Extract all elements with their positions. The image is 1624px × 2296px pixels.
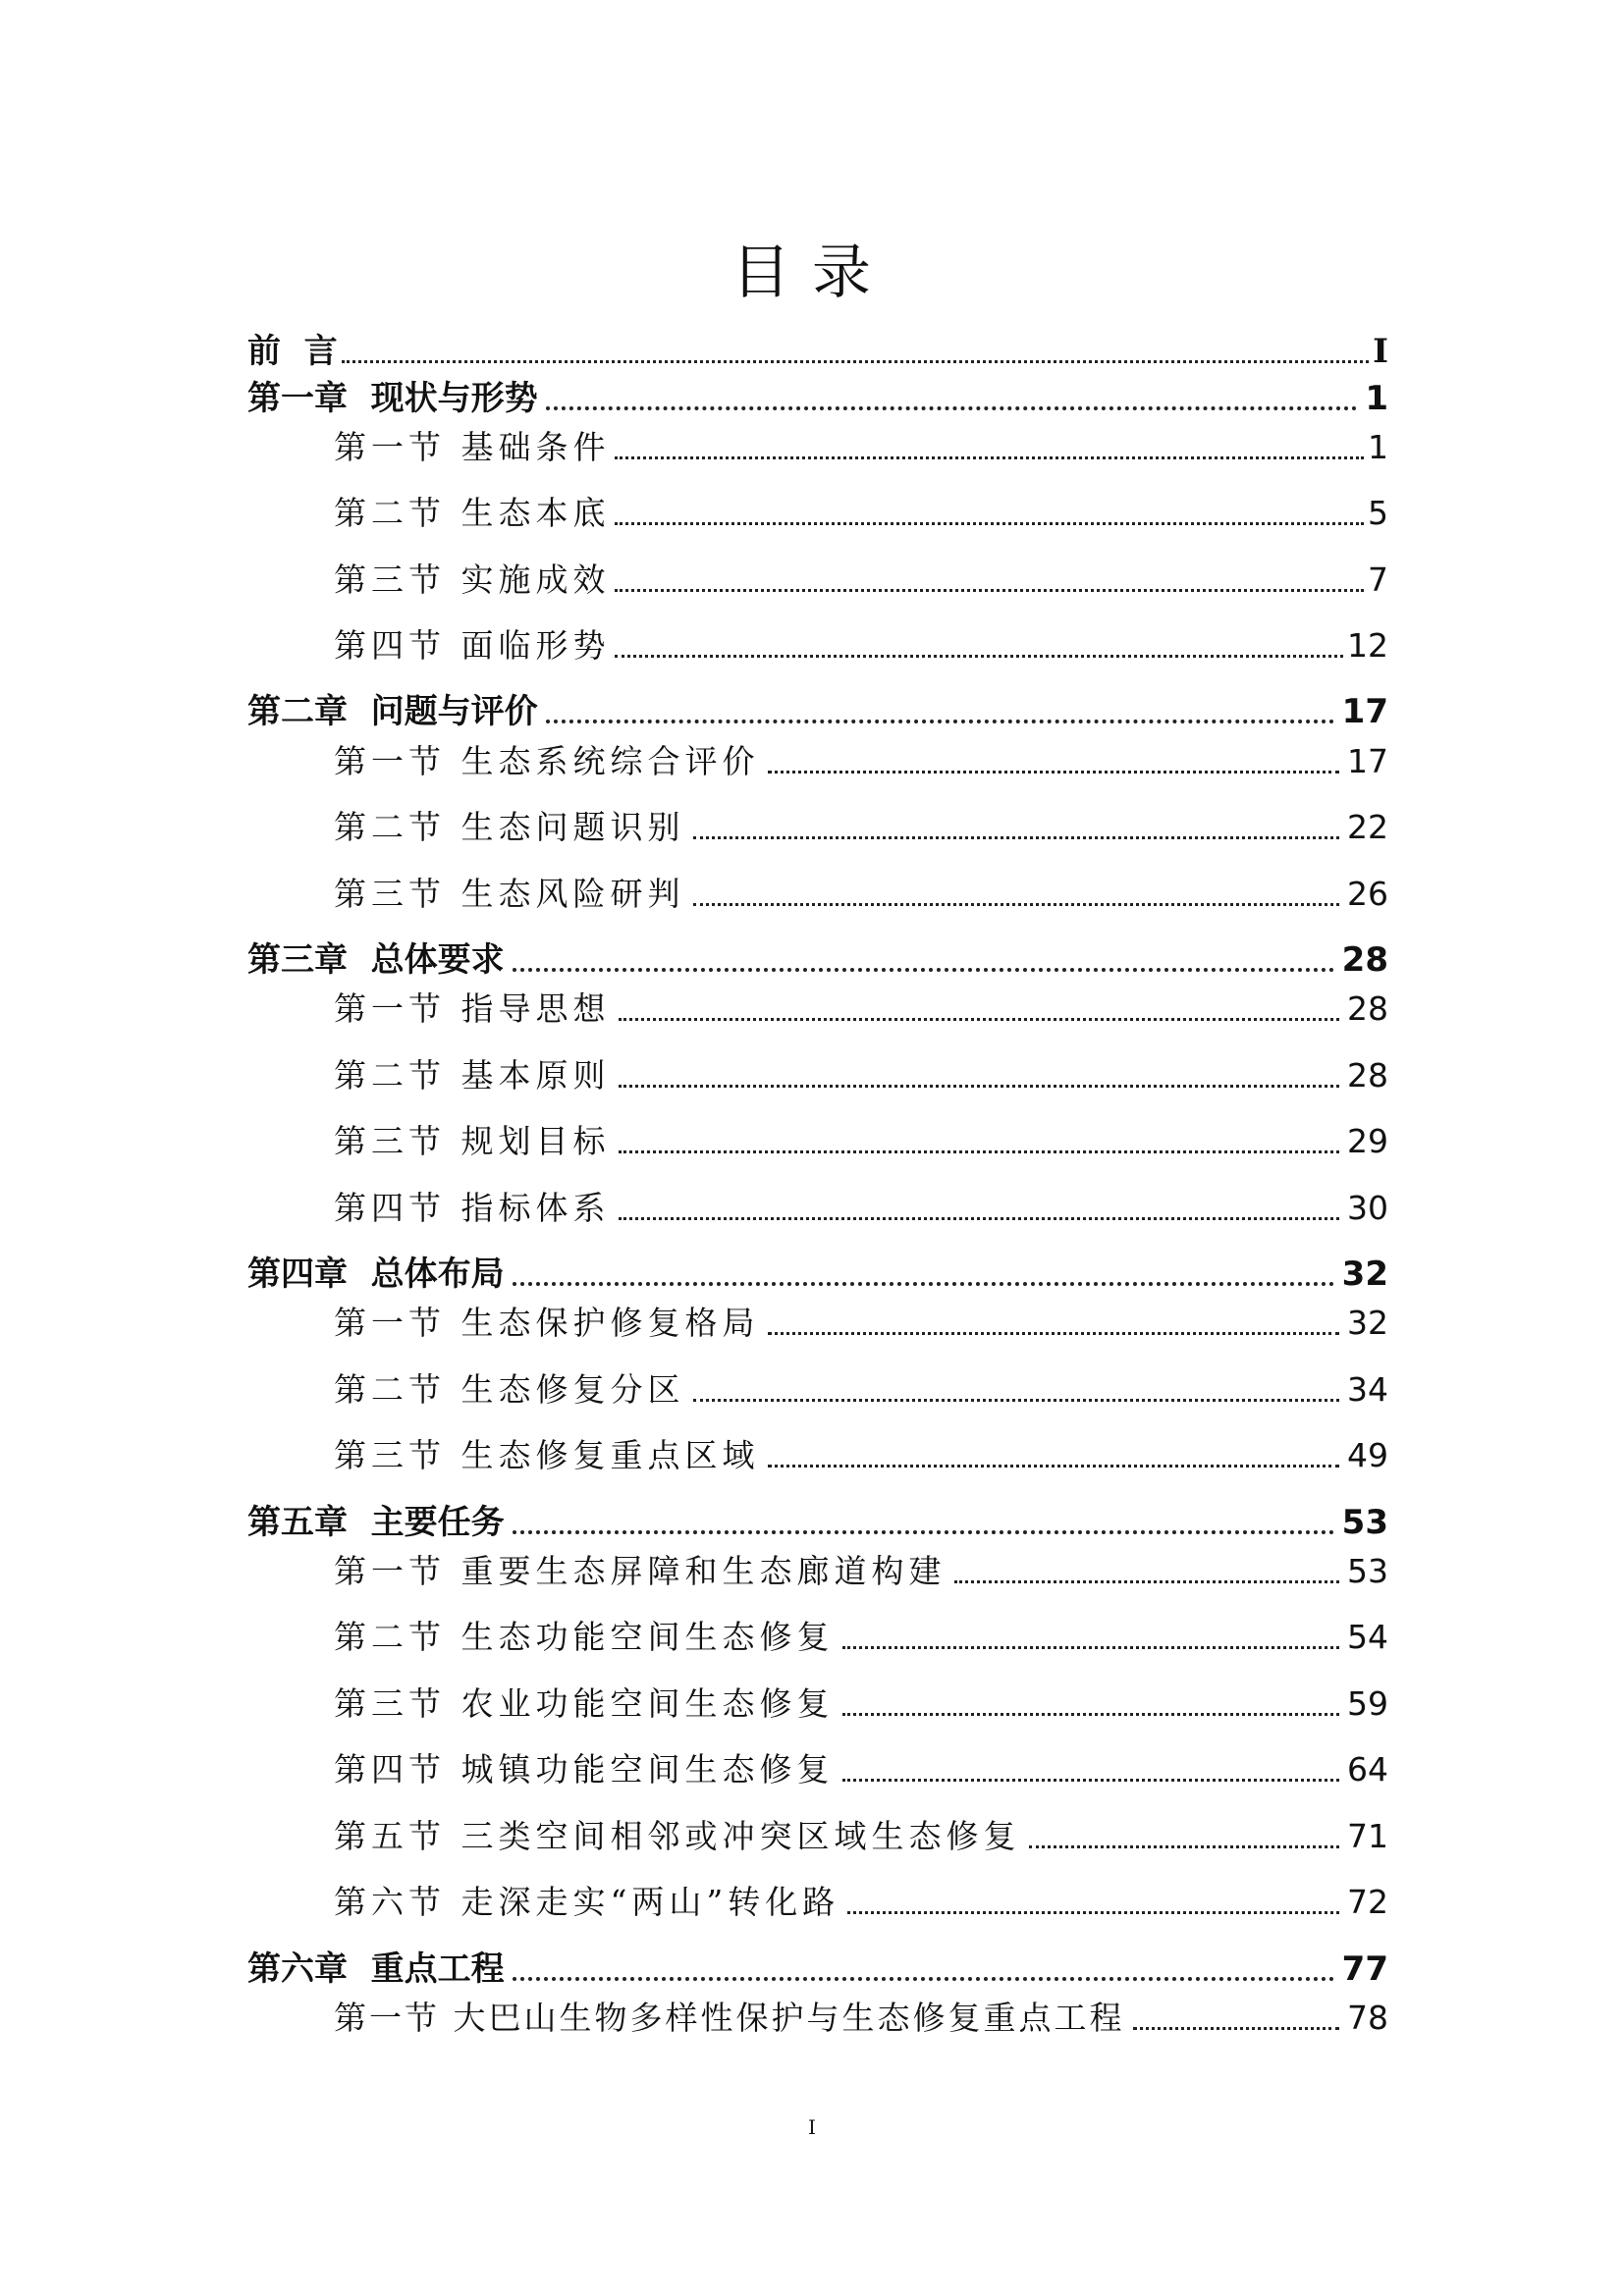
toc-entry-page: 64	[1347, 1750, 1388, 1789]
toc-entry-label: 第三节 生态风险研判	[334, 875, 685, 913]
toc-entry-page: 54	[1347, 1618, 1388, 1656]
toc-entry-label: 第六节 走深走实“两山”转化路	[334, 1883, 840, 1921]
toc-leader-dots	[619, 1150, 1340, 1153]
toc-entry-page: 22	[1347, 808, 1388, 846]
toc-entry-section-2-2[interactable]	[334, 800, 1388, 849]
toc-leader-dots	[513, 968, 1334, 972]
toc-leader-dots	[768, 1332, 1340, 1335]
toc-entry-page: 1	[1368, 428, 1388, 466]
toc-entry-page: 28	[1347, 1056, 1388, 1095]
toc-entry-label: 第二节 基本原则	[334, 1056, 611, 1095]
toc-leader-dots	[1133, 2027, 1340, 2030]
toc-leader-dots	[546, 720, 1334, 723]
toc-leader-dots	[342, 360, 1369, 363]
toc-leader-dots	[1029, 1845, 1340, 1848]
toc-entry-chapter-5[interactable]	[247, 1495, 1388, 1544]
page-number: I	[808, 2115, 816, 2139]
toc-entry-label: 第三节 农业功能空间生态修复	[334, 1684, 835, 1723]
toc-entry-page: 32	[1347, 1304, 1388, 1342]
toc-entry-section-5-2[interactable]	[334, 1610, 1388, 1659]
toc-entry-chapter-3[interactable]	[247, 933, 1388, 982]
toc-entry-section-5-1[interactable]	[334, 1544, 1388, 1593]
toc-entry-page: 49	[1347, 1436, 1388, 1474]
toc-entry-section-4-3[interactable]	[334, 1428, 1388, 1477]
toc-leader-dots	[954, 1580, 1340, 1583]
toc-entry-page: 12	[1347, 626, 1388, 665]
toc-entry-section-5-5[interactable]	[334, 1809, 1388, 1858]
toc-entry-label: 第一章 现状与形势	[247, 379, 538, 418]
toc-entry-label: 第二节 生态本底	[334, 494, 611, 532]
toc-leader-dots	[693, 903, 1340, 906]
toc-entry-label: 第三节 实施成效	[334, 561, 611, 599]
toc-entry-section-3-3[interactable]	[334, 1114, 1388, 1163]
toc-entry-label: 第五章 主要任务	[247, 1503, 505, 1542]
toc-entry-page: 29	[1347, 1122, 1388, 1160]
toc-leader-dots	[842, 1713, 1340, 1716]
toc-leader-dots	[615, 655, 1344, 658]
toc-entry-label: 第四节 指标体系	[334, 1189, 611, 1227]
toc-entry-section-2-1[interactable]	[334, 734, 1388, 783]
toc-entry-label: 第一节 重要生态屏障和生态廊道构建	[334, 1552, 947, 1590]
toc-leader-dots	[513, 1530, 1334, 1534]
toc-entry-label: 第一节 指导思想	[334, 989, 611, 1028]
toc-entry-page: 77	[1341, 1949, 1388, 1989]
toc-entry-section-5-4[interactable]	[334, 1742, 1388, 1791]
toc-entry-page: 71	[1347, 1817, 1388, 1855]
toc-leader-dots	[615, 456, 1365, 459]
toc-leader-dots	[513, 1282, 1334, 1286]
toc-entry-label: 第三章 总体要求	[247, 940, 505, 980]
toc-entry-section-4-1[interactable]	[334, 1296, 1388, 1345]
toc-leader-dots	[615, 589, 1365, 592]
toc-entry-page: 30	[1347, 1189, 1388, 1227]
toc-entry-section-2-3[interactable]	[334, 867, 1388, 916]
toc-entry-section-1-2[interactable]	[334, 486, 1388, 535]
toc-leader-dots	[842, 1646, 1340, 1649]
toc-entry-page: 28	[1341, 940, 1388, 980]
toc-leader-dots	[693, 1399, 1340, 1402]
toc-leader-dots	[768, 771, 1340, 774]
toc-entry-page: 53	[1341, 1503, 1388, 1542]
toc-entry-section-5-6[interactable]	[334, 1875, 1388, 1924]
toc-entry-label: 第四章 总体布局	[247, 1255, 505, 1294]
toc-leader-dots	[619, 1217, 1340, 1220]
toc-entry-page: 32	[1341, 1255, 1388, 1294]
toc-entry-section-6-1[interactable]	[334, 1991, 1388, 2040]
toc-entry-page: 7	[1368, 561, 1388, 599]
page-title: 目录	[731, 239, 893, 307]
toc-entry-label: 第一节 生态系统综合评价	[334, 742, 760, 780]
toc-leader-dots	[615, 522, 1365, 525]
toc-entry-page: 17	[1341, 692, 1388, 731]
toc-leader-dots	[513, 1977, 1334, 1981]
toc-entry-page: 34	[1347, 1370, 1388, 1409]
toc-entry-page: I	[1373, 332, 1388, 371]
toc-entry-label: 第一节 基础条件	[334, 428, 611, 466]
toc-entry-label: 第二节 生态修复分区	[334, 1370, 685, 1409]
toc-entry-label: 第一节 大巴山生物多样性保护与生态修复重点工程	[334, 1999, 1125, 2037]
toc-entry-page: 1	[1365, 379, 1388, 418]
toc-entry-label: 第二节 生态功能空间生态修复	[334, 1618, 835, 1656]
toc-entry-page: 53	[1347, 1552, 1388, 1590]
toc-entry-section-3-1[interactable]	[334, 982, 1388, 1031]
toc-leader-dots	[619, 1018, 1340, 1021]
toc-entry-label: 前 言	[247, 332, 338, 371]
toc-entry-label: 第三节 规划目标	[334, 1122, 611, 1160]
toc-entry-section-3-2[interactable]	[334, 1048, 1388, 1097]
toc-entry-section-3-4[interactable]	[334, 1181, 1388, 1230]
toc-entry-page: 5	[1368, 494, 1388, 532]
toc-entry-page: 72	[1347, 1883, 1388, 1921]
toc-entry-section-5-3[interactable]	[334, 1677, 1388, 1726]
toc-entry-label: 第五节 三类空间相邻或冲突区域生态修复	[334, 1817, 1021, 1855]
toc-leader-dots	[842, 1779, 1340, 1782]
toc-entry-chapter-1[interactable]	[247, 371, 1388, 420]
toc-leader-dots	[847, 1911, 1339, 1914]
toc-entry-section-1-1[interactable]	[334, 420, 1388, 469]
toc-entry-section-1-4[interactable]	[334, 618, 1388, 667]
toc-entry-label: 第四节 城镇功能空间生态修复	[334, 1750, 835, 1789]
toc-entry-chapter-4[interactable]	[247, 1247, 1388, 1296]
toc-entry-section-4-2[interactable]	[334, 1362, 1388, 1412]
toc-entry-chapter-6[interactable]	[247, 1942, 1388, 1991]
toc-entry-chapter-2[interactable]	[247, 684, 1388, 733]
toc-leader-dots	[546, 406, 1358, 410]
toc-entry-page: 28	[1347, 989, 1388, 1028]
toc-entry-label: 第六章 重点工程	[247, 1949, 505, 1989]
toc-leader-dots	[768, 1465, 1340, 1468]
toc-entry-section-1-3[interactable]	[334, 553, 1388, 602]
toc-entry-page: 78	[1347, 1999, 1388, 2037]
toc-entry-preface[interactable]	[247, 324, 1388, 373]
toc-entry-page: 26	[1347, 875, 1388, 913]
toc-leader-dots	[693, 836, 1340, 839]
toc-entry-label: 第二节 生态问题识别	[334, 808, 685, 846]
toc-leader-dots	[619, 1085, 1340, 1088]
toc-entry-label: 第四节 面临形势	[334, 626, 611, 665]
toc-entry-page: 59	[1347, 1684, 1388, 1723]
toc-entry-page: 17	[1347, 742, 1388, 780]
toc-entry-label: 第一节 生态保护修复格局	[334, 1304, 760, 1342]
toc-entry-label: 第三节 生态修复重点区域	[334, 1436, 760, 1474]
toc-entry-label: 第二章 问题与评价	[247, 692, 538, 731]
